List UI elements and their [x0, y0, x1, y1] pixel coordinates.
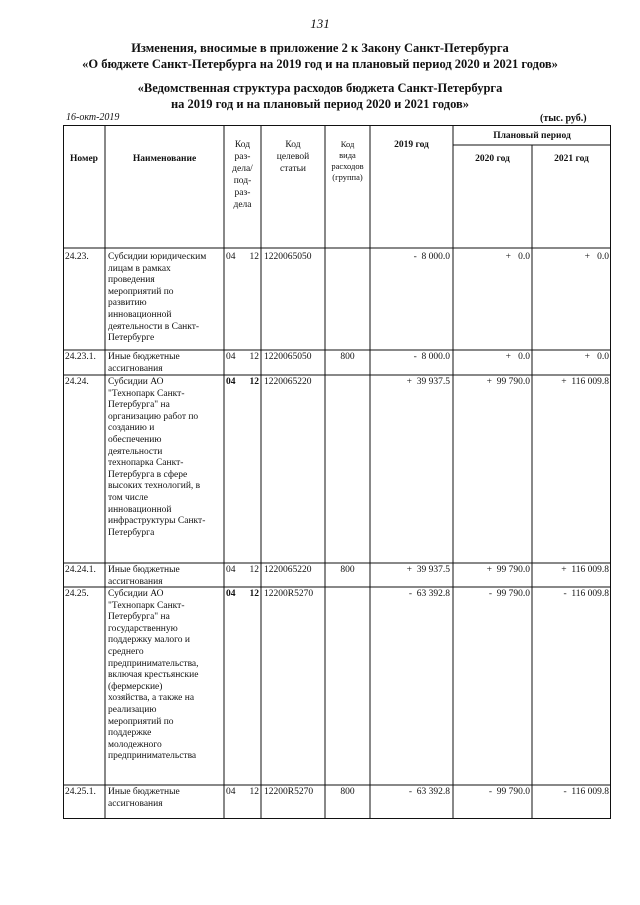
- row-name-line: реализацию: [108, 704, 157, 715]
- row-name: [108, 352, 226, 375]
- row-name: [108, 787, 226, 810]
- row-name-line: деятельности: [108, 446, 163, 457]
- row-name-line: организацию работ по: [108, 411, 199, 422]
- row-expense-code: 800: [340, 787, 355, 797]
- row-target-code: 12200R5270: [264, 787, 314, 797]
- row-name-line: созданию и: [108, 423, 155, 434]
- row-name-line: поддержке: [108, 728, 152, 739]
- row-value-2021: + 116 009.8: [561, 377, 609, 387]
- row-name: [108, 589, 226, 763]
- row-name-line: Субсидии АО: [108, 589, 164, 599]
- row-number: 24.23.: [65, 252, 89, 262]
- row-value-2020: + 0.0: [505, 352, 530, 362]
- row-section-code: 04: [226, 565, 236, 575]
- row-name: [108, 377, 226, 539]
- row-name-line: инфраструктуры Санкт-: [108, 516, 206, 527]
- row-value-2021: + 0.0: [584, 352, 609, 362]
- row-value-2021: + 116 009.8: [561, 565, 609, 575]
- row-value-2020: + 0.0: [505, 252, 530, 262]
- row-subsection-code: 12: [249, 589, 259, 599]
- row-number: 24.25.: [65, 589, 89, 599]
- row-name-line: Иные бюджетные: [108, 787, 180, 797]
- header-2020: 2020 год: [475, 154, 510, 164]
- row-subsection-code: 12: [249, 377, 259, 387]
- row-value-2019: - 8 000.0: [413, 252, 450, 262]
- row-target-code: 1220065220: [264, 565, 312, 575]
- row-name-line: Петербурга: [108, 527, 155, 538]
- row-name-line: поддержку малого и: [108, 635, 190, 646]
- row-name-line: высоких технологий, в: [108, 481, 201, 492]
- row-value-2020: - 99 790.0: [488, 787, 530, 797]
- row-name-line: Иные бюджетные: [108, 352, 180, 362]
- header-number: Номер: [70, 154, 98, 164]
- row-name-line: Петербурга в сфере: [108, 469, 188, 480]
- subtitle-line-2: на 2019 год и на плановый период 2020 и 2021 годов»: [170, 97, 470, 111]
- row-value-2019: - 63 392.8: [408, 787, 450, 797]
- row-name-line: предпринимательства,: [108, 658, 199, 669]
- row-name-line: хозяйства, а также на: [108, 693, 195, 704]
- row-name-line: деятельности в Санкт-: [108, 321, 200, 332]
- row-value-2020: + 99 790.0: [486, 377, 530, 387]
- row-value-2019: - 63 392.8: [408, 589, 450, 599]
- row-name-line: ассигнования: [108, 798, 163, 809]
- row-name-line: Субсидии АО: [108, 377, 164, 387]
- row-expense-code: 800: [340, 352, 355, 362]
- row-number: 24.24.1.: [65, 565, 96, 575]
- row-name-line: лицам в рамках: [108, 263, 171, 274]
- row-name-line: Петербурге: [108, 333, 155, 344]
- row-name-line: ассигнования: [108, 576, 163, 587]
- row-name-line: развитию: [108, 298, 147, 309]
- row-section-code: 04: [226, 252, 236, 262]
- row-section-code: 04: [226, 352, 236, 362]
- row-section-code: 04: [226, 377, 236, 387]
- row-value-2021: - 116 009.8: [563, 589, 609, 599]
- row-name-line: ассигнования: [108, 363, 163, 374]
- row-target-code: 1220065050: [264, 352, 312, 362]
- row-name: [108, 252, 226, 345]
- title-line-2: «О бюджете Санкт-Петербурга на 2019 год и на плановый период 2020 и 2021 годов»: [82, 57, 558, 71]
- units-label: (тыс. руб.): [540, 113, 587, 124]
- row-target-code: 12200R5270: [264, 589, 314, 599]
- row-name-line: Иные бюджетные: [108, 565, 180, 575]
- row-subsection-code: 12: [249, 352, 259, 362]
- row-name-line: включая крестьянские: [108, 670, 199, 681]
- header-planned-period: Плановый период: [493, 131, 571, 141]
- row-name: [108, 565, 226, 588]
- row-expense-code: 800: [340, 565, 355, 575]
- row-name-line: мероприятий по: [108, 716, 174, 727]
- document-date: 16-окт-2019: [66, 112, 120, 123]
- budget-table: [63, 125, 613, 820]
- row-name-line: предпринимательства: [108, 751, 197, 762]
- title-line-1: Изменения, вносимые в приложение 2 к Закону Санкт-Петербурга: [131, 41, 509, 55]
- row-target-code: 1220065220: [264, 377, 312, 387]
- row-name-line: проведения: [108, 275, 155, 286]
- header-expense: Код вида расходов (группа): [331, 139, 364, 182]
- row-name-line: молодежного: [108, 739, 162, 750]
- row-section-code: 04: [226, 589, 236, 599]
- row-subsection-code: 12: [249, 252, 259, 262]
- row-name-line: "Технопарк Санкт-: [108, 388, 185, 399]
- row-name-line: "Технопарк Санкт-: [108, 600, 185, 611]
- row-name-line: обеспечению: [108, 434, 162, 445]
- header-2019: 2019 год: [394, 140, 429, 150]
- row-name-line: Петербурга" на: [108, 400, 170, 411]
- row-name-line: среднего: [108, 646, 144, 657]
- row-value-2020: - 99 790.0: [488, 589, 530, 599]
- row-section-code: 04: [226, 787, 236, 797]
- row-value-2021: + 0.0: [584, 252, 609, 262]
- row-name-line: инновационной: [108, 504, 172, 515]
- row-value-2019: + 39 937.5: [406, 377, 450, 387]
- header-target: Код целевой статьи: [276, 140, 310, 174]
- row-value-2020: + 99 790.0: [486, 565, 530, 575]
- row-subsection-code: 12: [249, 565, 259, 575]
- row-name-line: (фермерские): [108, 681, 163, 692]
- row-number: 24.24.: [65, 377, 89, 387]
- row-name-line: государственную: [108, 623, 178, 634]
- row-value-2021: - 116 009.8: [563, 787, 609, 797]
- row-value-2019: + 39 937.5: [406, 565, 450, 575]
- header-name: Наименование: [132, 154, 197, 164]
- row-number: 24.25.1.: [65, 787, 96, 797]
- row-name-line: Субсидии юридическим: [108, 252, 207, 262]
- row-name-line: Петербурга" на: [108, 612, 170, 623]
- page-number: 131: [310, 16, 330, 31]
- row-value-2019: - 8 000.0: [413, 352, 450, 362]
- header-2021: 2021 год: [554, 154, 589, 164]
- header-section: Код раз- дела/ под- раз- дела: [232, 140, 253, 210]
- row-subsection-code: 12: [249, 787, 259, 797]
- row-name-line: мероприятий по: [108, 286, 174, 297]
- row-name-line: том числе: [108, 492, 149, 503]
- row-target-code: 1220065050: [264, 252, 312, 262]
- row-name-line: технопарка Санкт-: [108, 458, 184, 469]
- row-number: 24.23.1.: [65, 352, 96, 362]
- row-name-line: инновационной: [108, 309, 172, 320]
- subtitle-line-1: «Ведомственная структура расходов бюджета Санкт-Петербурга: [137, 81, 503, 95]
